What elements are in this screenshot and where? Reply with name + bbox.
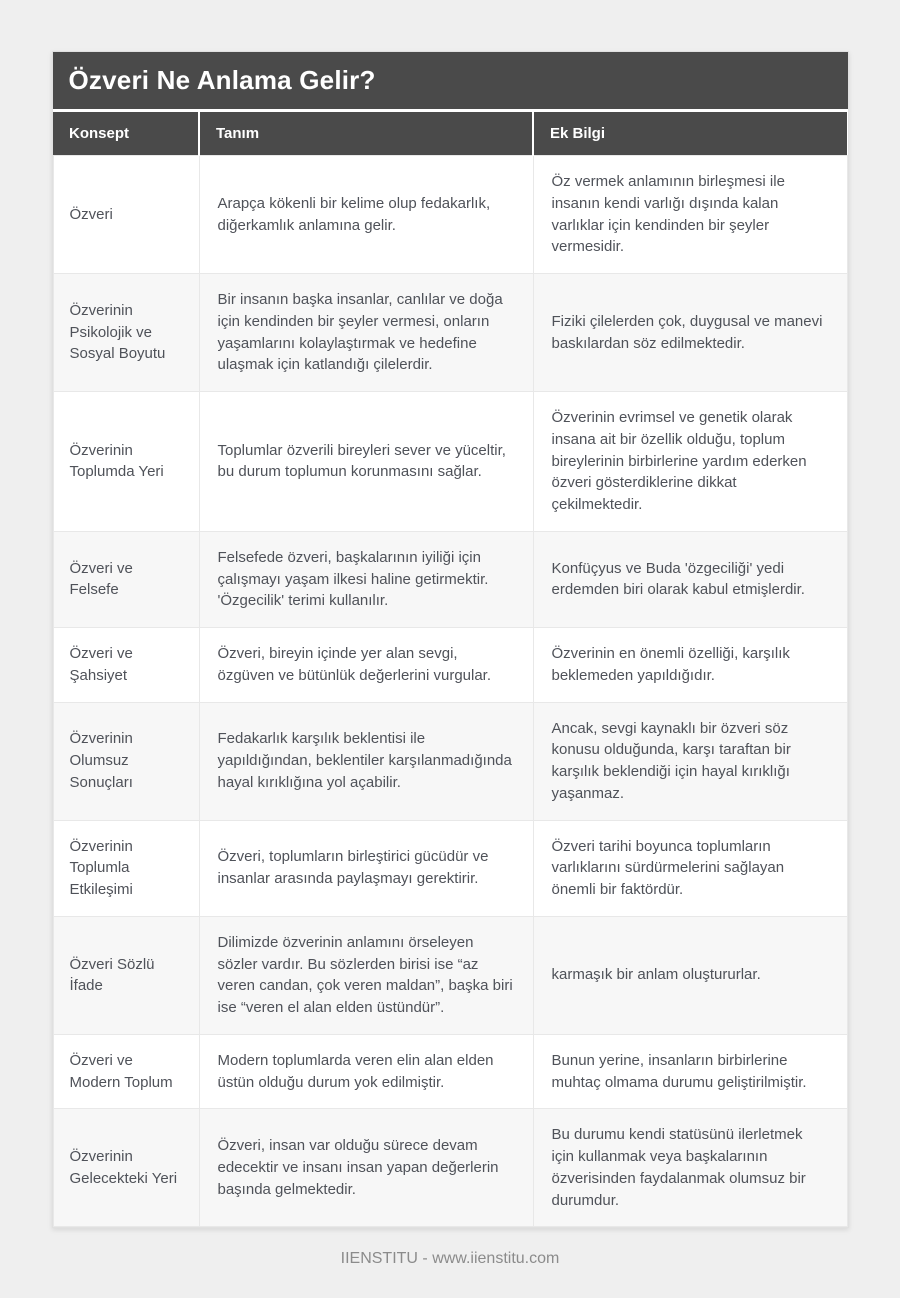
cell-ek-bilgi: Özverinin en önemli özelliği, karşılık beklemeden yapıldığıdır. [533,628,847,703]
concept-table [53,112,848,1227]
cell-ek-bilgi: Ancak, sevgi kaynaklı bir özveri söz konusu olduğunda, karşı taraftan bir karşılık beklendiği için hayal kırıklığı yaşanmaz. [533,702,847,820]
table-row [53,1109,847,1227]
table-row [53,392,847,532]
cell-tanim: Bir insanın başka insanlar, canlılar ve doğa için kendinden bir şeyler vermesi, onların yaşamlarını kolaylaştırmak ve hedefine ulaşmak için katlandığı çilelerdir. [199,274,533,392]
table-row [53,820,847,916]
cell-konsept: Özveri [53,156,199,274]
cell-ek-bilgi: Konfüçyus ve Buda 'özgeciliği' yedi erdemden biri olarak kabul etmişlerdir. [533,531,847,627]
column-header-ek-bilgi: Ek Bilgi [533,112,847,156]
cell-ek-bilgi: Özveri tarihi boyunca toplumların varlıklarını sürdürmelerini sağlayan önemli bir faktördür. [533,820,847,916]
cell-tanim: Toplumlar özverili bireyleri sever ve yüceltir, bu durum toplumun korunmasını sağlar. [199,392,533,532]
cell-konsept: Özverinin Gelecekteki Yeri [53,1109,199,1227]
cell-tanim: Özveri, bireyin içinde yer alan sevgi, özgüven ve bütünlük değerlerini vurgular. [199,628,533,703]
table-row [53,628,847,703]
cell-konsept: Özveri Sözlü İfade [53,916,199,1034]
cell-ek-bilgi: Fiziki çilelerden çok, duygusal ve manevi baskılardan söz edilmektedir. [533,274,847,392]
cell-ek-bilgi: Öz vermek anlamının birleşmesi ile insanın kendi varlığı dışında kalan varlıklar için kendinden bir şeyler vermesidir. [533,156,847,274]
cell-tanim: Arapça kökenli bir kelime olup fedakarlık, diğerkamlık anlamına gelir. [199,156,533,274]
cell-tanim: Özveri, toplumların birleştirici gücüdür ve insanlar arasında paylaşmayı gerektirir. [199,820,533,916]
table-body [53,156,847,1227]
table-row [53,531,847,627]
cell-ek-bilgi: Bunun yerine, insanların birbirlerine muhtaç olmama durumu geliştirilmiştir. [533,1034,847,1109]
column-header-konsept: Konsept [53,112,199,156]
table-row [53,274,847,392]
cell-ek-bilgi: Özverinin evrimsel ve genetik olarak insana ait bir özellik olduğu, toplum bireylerinin birbirlerine yardım ederken özveri gösterdiklerine dikkat çekilmektedir. [533,392,847,532]
column-header-tanim: Tanım [199,112,533,156]
cell-konsept: Özveri ve Felsefe [53,531,199,627]
cell-tanim: Fedakarlık karşılık beklentisi ile yapıldığından, beklentiler karşılanmadığında hayal kırıklığına yol açabilir. [199,702,533,820]
cell-ek-bilgi: Bu durumu kendi statüsünü ilerletmek için kullanmak veya başkalarının özverisinden faydalanmak olumsuz bir durumdur. [533,1109,847,1227]
table-row [53,1034,847,1109]
cell-tanim: Dilimizde özverinin anlamını örseleyen sözler vardır. Bu sözlerden birisi ise “az veren candan, çok veren maldan”, başka biri ise “veren el alan elden üstündür”. [199,916,533,1034]
cell-tanim: Özveri, insan var olduğu sürece devam edecektir ve insanı insan yapan değerlerin başında gelmektedir. [199,1109,533,1227]
cell-ek-bilgi: karmaşık bir anlam oluştururlar. [533,916,847,1034]
cell-tanim: Modern toplumlarda veren elin alan elden üstün olduğu durum yok edilmiştir. [199,1034,533,1109]
table-row [53,702,847,820]
cell-tanim: Felsefede özveri, başkalarının iyiliği için çalışmayı yaşam ilkesi haline getirmektir. 'Özgecilik' terimi kullanılır. [199,531,533,627]
table-header [53,112,847,156]
cell-konsept: Özveri ve Modern Toplum [53,1034,199,1109]
table-header-row [53,112,847,156]
cell-konsept: Özverinin Toplumda Yeri [53,392,199,532]
table-row [53,916,847,1034]
cell-konsept: Özverinin Psikolojik ve Sosyal Boyutu [53,274,199,392]
footer-branding: IIENSTITU - www.iienstitu.com [340,1250,560,1268]
content-card [52,51,849,1228]
cell-konsept: Özveri ve Şahsiyet [53,628,199,703]
cell-konsept: Özverinin Olumsuz Sonuçları [53,702,199,820]
page-title: Özveri Ne Anlama Gelir? [53,52,848,112]
table-row [53,156,847,274]
cell-konsept: Özverinin Toplumla Etkileşimi [53,820,199,916]
